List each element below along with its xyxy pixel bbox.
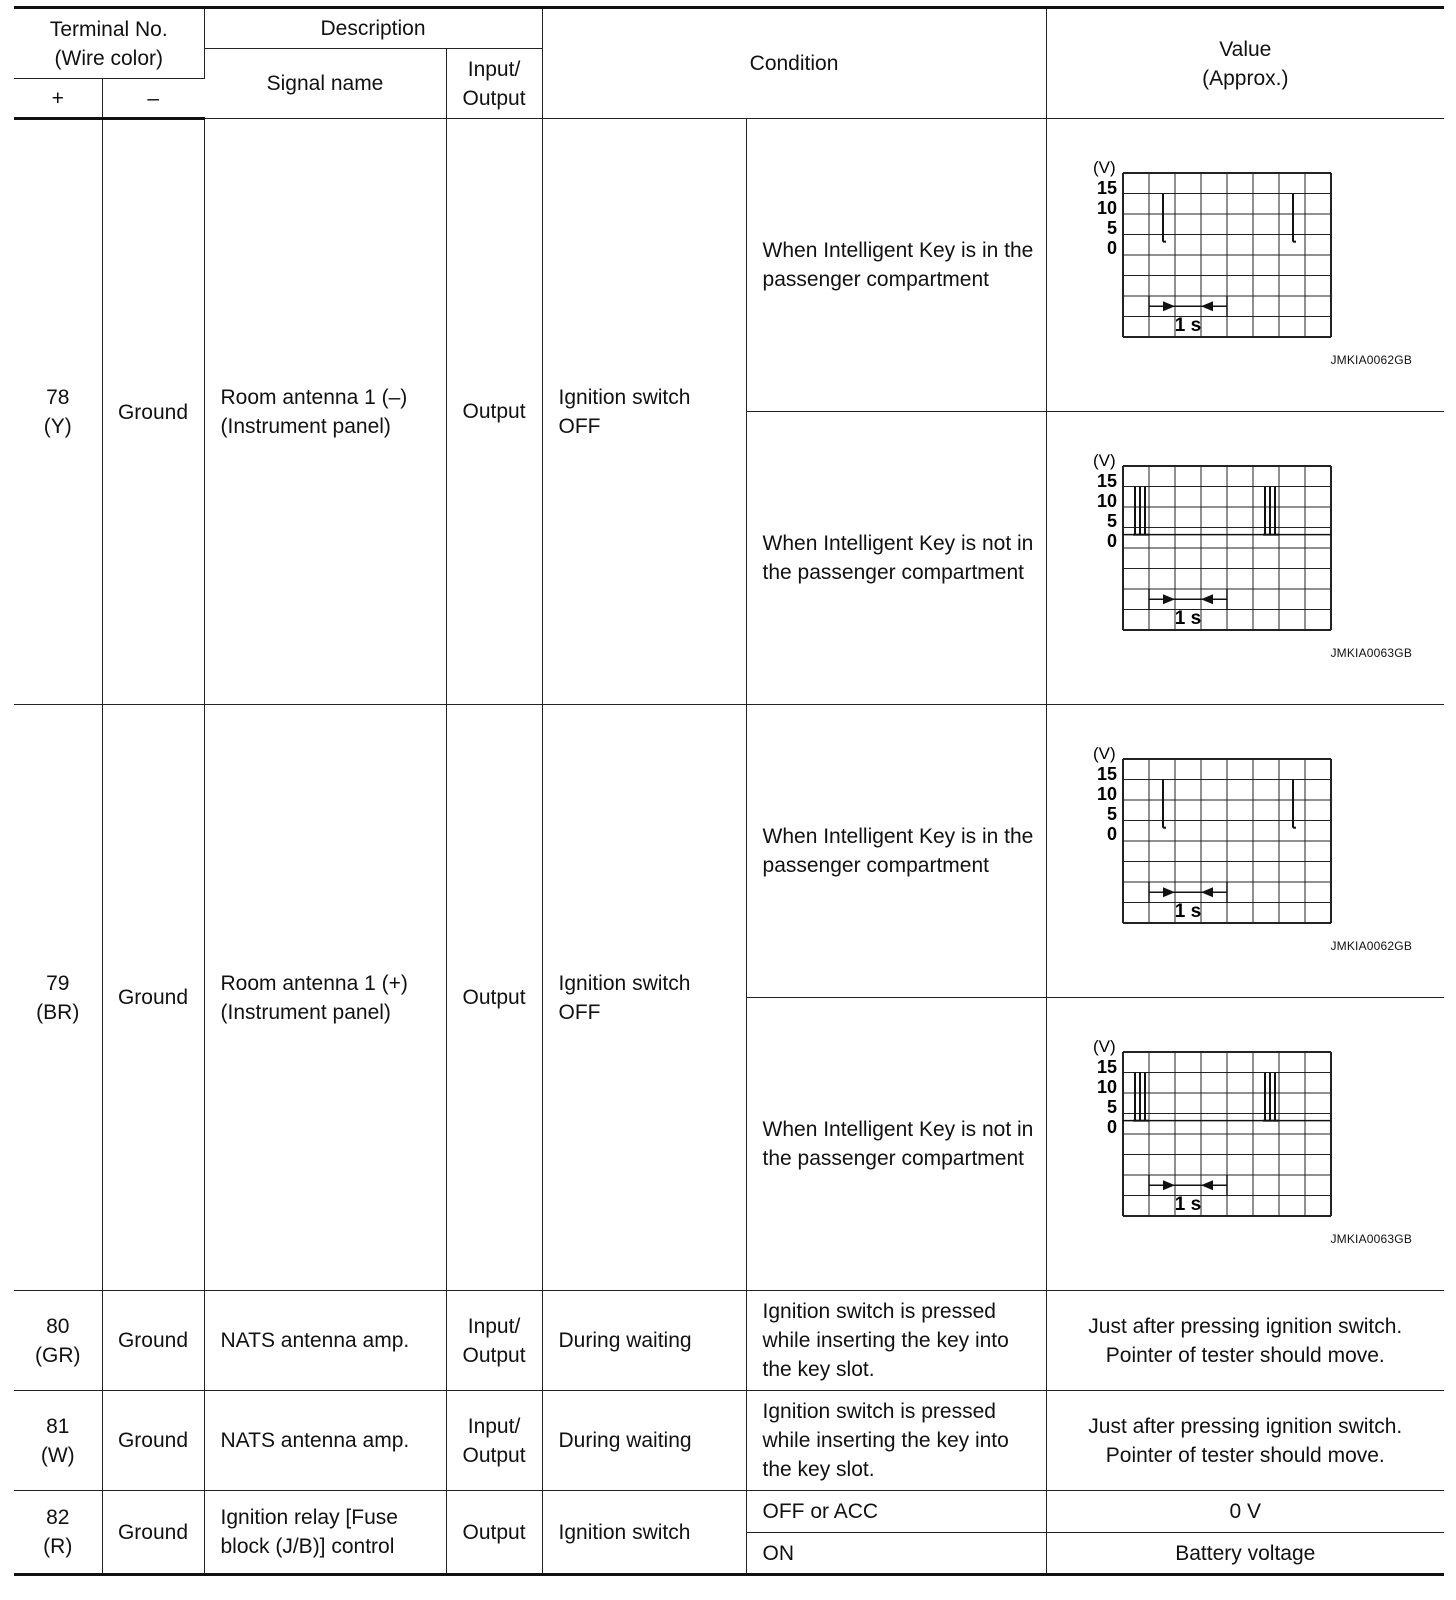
ground-cell: Ground [102,1291,204,1391]
condition-cell: During waiting [542,1391,746,1491]
terminal-number: 81 [46,1414,70,1438]
time-label: 1 s [1174,607,1201,629]
condition-cell: Ignition switch OFF [542,119,746,705]
signal-name-cell: Room antenna 1 (–) (Instrument panel) [204,119,446,705]
signal-name-cell: NATS antenna amp. [204,1291,446,1391]
unit-label: (V) [1092,747,1116,763]
time-label: 1 s [1174,1193,1201,1215]
y-tick-label: 10 [1096,1077,1117,1097]
table-row [14,1491,1444,1533]
y-tick-label: 10 [1096,198,1117,218]
terminal-cell [14,1291,102,1391]
sub-condition-cell: ON [746,1533,1046,1575]
value-cell: 0 V [1046,1491,1444,1533]
waveform-svg [1091,747,1391,927]
terminal-number: 78 [46,386,70,409]
figure-code: JMKIA0062GB [1330,939,1413,953]
sub-condition-cell: When Intelligent Key is not in the passenger compartment [746,998,1046,1291]
y-tick-label: 5 [1106,218,1117,238]
header-wire-color: (Wire color) [54,46,163,70]
header-plus: + [14,79,102,119]
signal-name-cell: Room antenna 1 (+) (Instrument panel) [204,705,446,1291]
waveform-cell [1046,705,1444,998]
signal-name-cell: NATS antenna amp. [204,1391,446,1491]
y-tick-label: 15 [1096,178,1117,198]
time-label: 1 s [1174,900,1201,922]
sub-condition-cell: When Intelligent Key is in the passenger compartment [746,119,1046,412]
io-cell: Output [446,1491,542,1575]
unit-label: (V) [1092,1040,1116,1056]
wire-color: (W) [40,1443,75,1467]
header-input-output [446,49,542,119]
y-tick-label: 0 [1106,1117,1117,1137]
table-row [14,1391,1444,1491]
condition-cell: Ignition switch OFF [542,705,746,1291]
value-cell: Just after pressing ignition switch. Pointer of tester should move. [1046,1291,1444,1391]
condition-cell: Ignition switch [542,1491,746,1575]
y-tick-label: 15 [1096,764,1117,784]
table-row [14,705,1444,998]
sub-condition-cell: When Intelligent Key is in the passenger compartment [746,705,1046,998]
arrow-right-icon [1163,301,1175,311]
header-approx-label: (Approx.) [1202,66,1289,90]
unit-label: (V) [1092,454,1116,470]
header-description: Description [204,8,542,49]
arrow-right-icon [1163,1180,1175,1190]
header-minus: – [102,79,204,119]
wire-color: (GR) [35,1343,81,1367]
y-tick-label: 10 [1096,491,1117,511]
terminal-table [14,6,1444,1576]
waveform-svg [1091,454,1391,634]
ground-cell: Ground [102,705,204,1291]
table-row [14,119,1444,412]
terminal-cell [14,119,102,705]
wire-color: (BR) [36,1000,80,1024]
wire-color: (Y) [43,415,72,438]
arrow-left-icon [1201,594,1213,604]
signal-name-cell: Ignition relay [Fuse block (J/B)] control [204,1491,446,1575]
y-tick-label: 0 [1106,531,1117,551]
waveform-svg [1091,1040,1391,1220]
waveform-cell [1046,119,1444,412]
table-row [14,1291,1444,1391]
terminal-table-container [14,6,1444,1576]
ground-cell: Ground [102,119,204,705]
sub-condition-cell: OFF or ACC [746,1491,1046,1533]
wire-color: (R) [43,1535,73,1558]
header-terminal [14,8,204,79]
waveform-cell [1046,412,1444,705]
ground-cell: Ground [102,1491,204,1575]
unit-label: (V) [1092,161,1116,177]
waveform-cell [1046,998,1444,1291]
figure-code: JMKIA0063GB [1330,646,1413,660]
io-cell [446,1391,542,1491]
arrow-right-icon [1163,594,1175,604]
terminal-cell [14,1391,102,1491]
y-tick-label: 15 [1096,1057,1117,1077]
value-cell: Just after pressing ignition switch. Pointer of tester should move. [1046,1391,1444,1491]
arrow-left-icon [1201,1180,1213,1190]
time-label: 1 s [1174,314,1201,336]
terminal-cell [14,1491,102,1575]
terminal-number: 82 [46,1506,70,1529]
y-tick-label: 0 [1106,238,1117,258]
figure-code: JMKIA0062GB [1330,353,1413,367]
sub-condition-cell: When Intelligent Key is not in the passenger compartment [746,412,1046,705]
sub-condition-cell: Ignition switch is pressed while inserting the key into the key slot. [746,1391,1046,1491]
sub-condition-cell: Ignition switch is pressed while inserting the key into the key slot. [746,1291,1046,1391]
terminal-number: 79 [46,971,70,995]
io-cell: Output [446,705,542,1291]
header-condition: Condition [542,8,1046,119]
ground-cell: Ground [102,1391,204,1491]
value-cell: Battery voltage [1046,1533,1444,1575]
header-terminal-no: Terminal No. [49,17,168,41]
header-input-output-label: Input/ Output [462,57,526,110]
io-cell: Output [446,119,542,705]
io-label: Input/ Output [462,1314,526,1367]
condition-cell: During waiting [542,1291,746,1391]
y-tick-label: 5 [1106,511,1117,531]
io-label: Input/ Output [462,1414,526,1467]
header-value [1046,8,1444,119]
terminal-cell [14,705,102,1291]
arrow-left-icon [1201,301,1213,311]
arrow-right-icon [1163,887,1175,897]
arrow-left-icon [1201,887,1213,897]
header-signal-name: Signal name [204,49,446,119]
figure-code: JMKIA0063GB [1330,1232,1413,1246]
waveform-svg [1091,161,1391,341]
y-tick-label: 15 [1096,471,1117,491]
terminal-number: 80 [46,1314,70,1338]
y-tick-label: 5 [1106,1097,1117,1117]
header-value-label: Value [1219,37,1272,61]
y-tick-label: 10 [1096,784,1117,804]
y-tick-label: 5 [1106,804,1117,824]
y-tick-label: 0 [1106,824,1117,844]
io-cell [446,1291,542,1391]
